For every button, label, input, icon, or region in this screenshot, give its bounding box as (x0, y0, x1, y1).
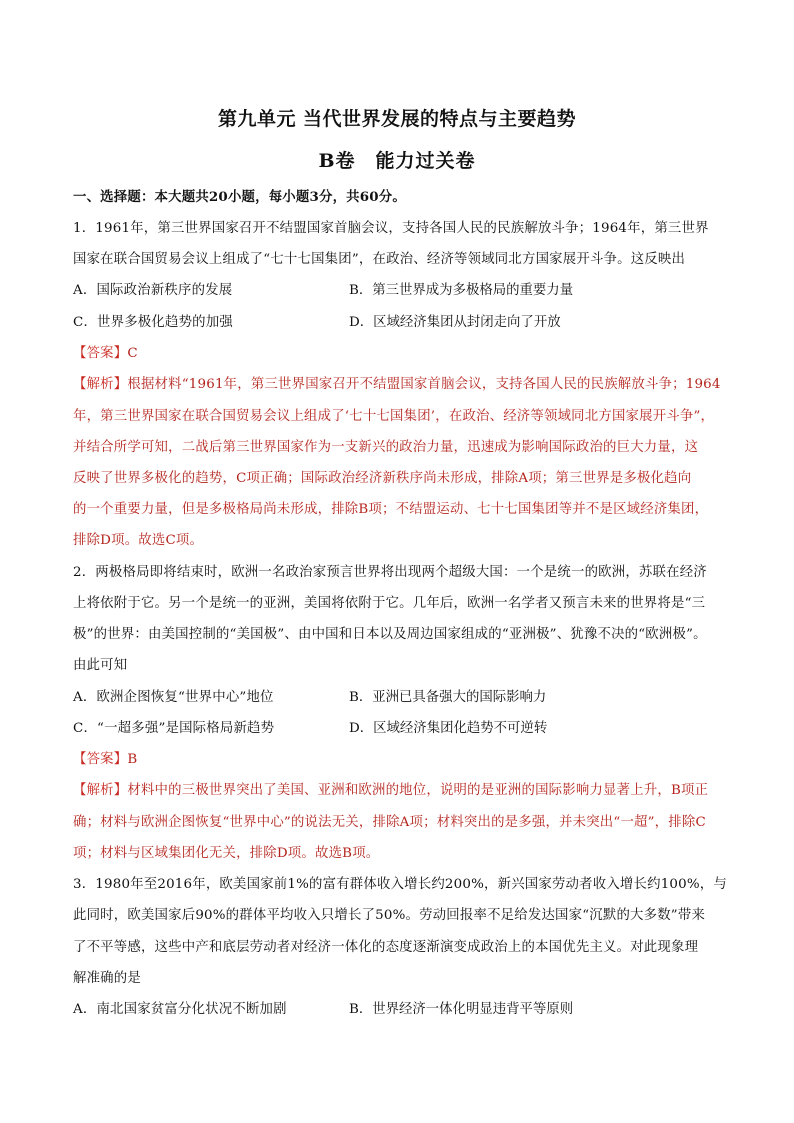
question-3-option-a: A．南北国家贫富分化状况不断加剧 (73, 1002, 287, 1017)
answer-value: B (127, 752, 138, 767)
question-3-line-3: 了不平等感，这些中产和底层劳动者对经济一体化的态度逐渐演变成政治上的本国优先主义。对此现象理 (73, 940, 699, 955)
answer-value: C (127, 346, 138, 361)
question-1-line-1: 1．1961年，第三世界国家召开不结盟国家首脑会议，支持各国人民的民族解放斗争；1964年，第三世界 (73, 221, 709, 236)
question-1-answer (73, 342, 138, 361)
question-3-line-1: 3．1980年至2016年，欧美国家前1%的富有群体收入增长约200%，新兴国家劳动者收入增长约100%，与 (73, 877, 727, 892)
question-1-option-c: C．世界多极化趋势的加强 (73, 315, 233, 330)
analysis-tag: 【解析】 (73, 377, 128, 392)
question-2-line-3: 极”的世界：由美国控制的“美国极”、由中国和日本以及周边国家组成的“亚洲极”、犹豫不决的“欧洲极”。 (73, 627, 707, 642)
question-2-option-b: B．亚洲已具备强大的国际影响力 (349, 690, 547, 705)
question-2-analysis-line-2: 确；材料与欧洲企图恢复“世界中心”的说法无关，排除A项；材料突出的是多强，并未突出“一超”，排除C (73, 815, 706, 830)
answer-tag: 【答案】 (73, 752, 128, 767)
question-3-line-2: 此同时，欧美国家后90%的群体平均收入只增长了50%。劳动回报率不足给发达国家“沉默的大多数”带来 (73, 908, 706, 923)
page-subtitle: B卷 能力过关卷 (318, 150, 476, 172)
question-3-line-4: 解准确的是 (73, 971, 141, 986)
question-2-analysis-line-1 (73, 779, 708, 798)
analysis-text: 根据材料“1961年，第三世界国家召开不结盟国家首脑会议，支持各国人民的民族解放斗争；1964 (127, 377, 721, 392)
section-heading: 一、选择题：本大题共20小题，每小题3分，共60分。 (73, 189, 406, 205)
page-title: 第九单元 当代世界发展的特点与主要趋势 (217, 108, 577, 130)
question-1-option-d: D．区域经济集团从封闭走向了开放 (349, 315, 561, 330)
question-2-answer (73, 748, 137, 767)
question-1-analysis-line-3: 并结合所学可知，二战后第三世界国家作为一支新兴的政治力量，迅速成为影响国际政治的巨大力量，这 (73, 440, 699, 455)
question-1-analysis-line-5: 的一个重要力量，但是多极格局尚未形成，排除B项；不结盟运动、七十七国集团等并不是区域经济集团， (73, 502, 709, 517)
question-1-analysis-line-4: 反映了世界多极化的趋势，C项正确；国际政治经济新秩序尚未形成，排除A项；第三世界是多极化趋向 (73, 471, 692, 486)
question-2-line-1: 2．两极格局即将结束时，欧洲一名政治家预言世界将出现两个超级大国：一个是统一的欧洲，苏联在经济 (73, 565, 707, 580)
analysis-text: 材料中的三极世界突出了美国、亚洲和欧洲的地位，说明的是亚洲的国际影响力显著上升，B项正 (127, 783, 709, 798)
question-2-option-c: C．“一超多强”是国际格局新趋势 (73, 721, 275, 736)
question-1-option-b: B．第三世界成为多极格局的重要力量 (349, 283, 574, 298)
question-3-option-b: B．世界经济一体化明显违背平等原则 (349, 1002, 574, 1017)
question-2-line-2: 上将依附于它。另一个是统一的亚洲，美国将依附于它。几年后，欧洲一名学者又预言未来的世界将是“三 (73, 596, 706, 611)
question-1-analysis-line-2: 年，第三世界国家在联合国贸易会议上组成了‘七十七国集团’，在政治、经济等领域同北方国家展开斗争”， (73, 409, 715, 424)
analysis-tag: 【解析】 (73, 783, 128, 798)
question-1-option-a: A．国际政治新秩序的发展 (73, 283, 233, 298)
question-2-option-d: D．区域经济集团化趋势不可逆转 (349, 721, 548, 736)
question-1-analysis-line-6: 排除D项。故选C项。 (73, 533, 204, 548)
question-1-line-2: 国家在联合国贸易会议上组成了“七十七国集团”，在政治、经济等领域同北方国家展开斗争。这反映出 (73, 252, 686, 267)
question-1-analysis-line-1 (73, 373, 721, 392)
question-2-analysis-line-3: 项；材料与区域集团化无关，排除D项。故选B项。 (73, 846, 380, 861)
question-2-line-4: 由此可知 (73, 658, 128, 673)
answer-tag: 【答案】 (73, 346, 128, 361)
question-2-option-a: A．欧洲企图恢复“世界中心”地位 (73, 690, 274, 705)
